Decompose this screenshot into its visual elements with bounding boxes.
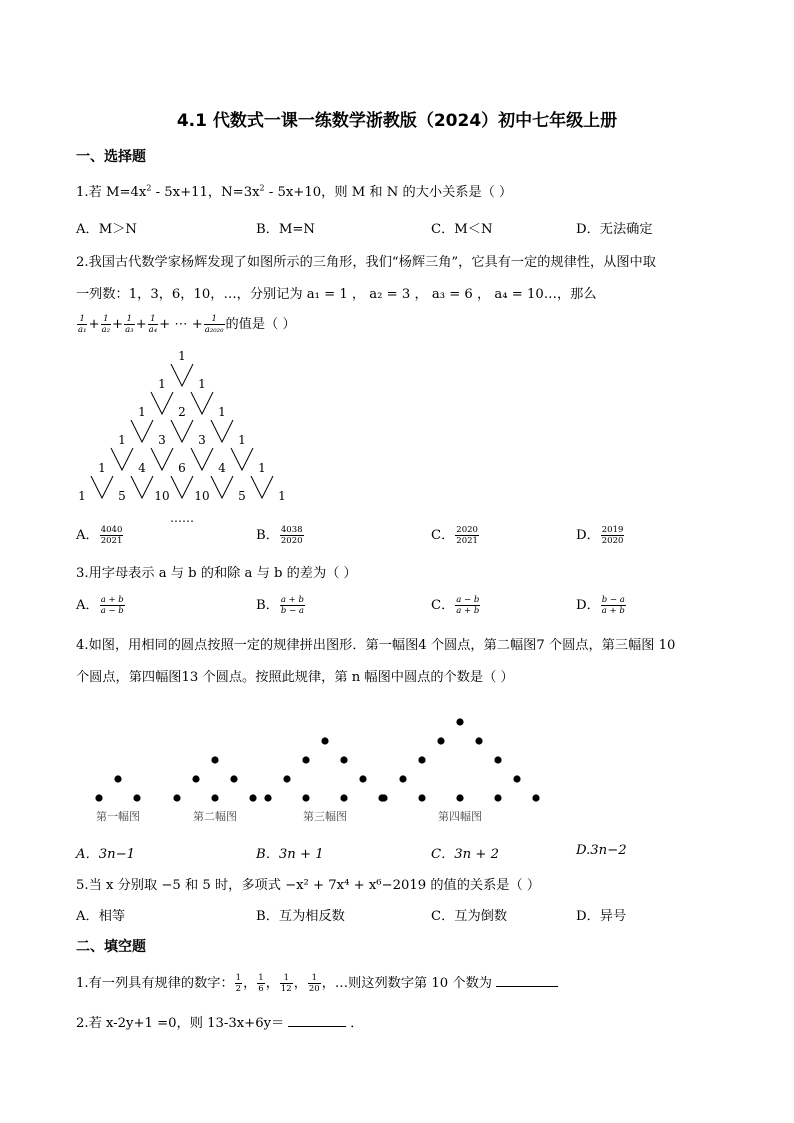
pattern-dot: [399, 775, 406, 782]
section-heading-fill-in: 二、填空题: [76, 939, 146, 955]
triangle-connector: [251, 476, 273, 498]
q1-option-c[interactable]: C．M＜N: [431, 222, 493, 237]
triangle-connector: [171, 420, 193, 442]
triangle-number: 1: [258, 461, 266, 475]
expr-term-4: $\frac{1}{\text{a₄}}$: [148, 314, 158, 335]
f1-prefix: 1.有一列具有规律的数字：: [76, 976, 234, 991]
pattern-dot: [340, 794, 347, 801]
f2-prefix: 2.若 x-2y+1 =0，则 13-3x+6y＝: [76, 1016, 285, 1031]
fill-question-2: [76, 1012, 363, 1031]
triangle-connector: [171, 364, 193, 386]
triangle-connector: [91, 476, 113, 498]
figure-caption: 第四幅图: [438, 810, 482, 823]
expr-term-1: $\frac{1}{\text{a₁}}$: [78, 314, 87, 335]
question-2-options: [76, 524, 726, 546]
answer-blank-2[interactable]: [288, 1014, 346, 1027]
q3-option-c[interactable]: C． $\frac{a - b}{a + b}$: [431, 595, 480, 616]
triangle-number: 10: [194, 489, 210, 503]
question-2-expression: [76, 313, 296, 335]
question-5-options: [76, 905, 726, 927]
question-5-text: 5.当 x 分别取 −5 和 5 时，多项式 −x² + 7x⁴ + x⁶−2019 的值的关系是（ ）: [76, 878, 541, 893]
q1-exponent-1: 2: [146, 183, 152, 193]
expr-term-3: $\frac{1}{\text{a₃}}$: [125, 314, 134, 335]
triangle-connector: [211, 420, 233, 442]
pattern-dot: [283, 775, 290, 782]
question-4-line-2: 个圆点，第四幅图13 个圆点。按照此规律，第 n 幅图中圆点的个数是（ ）: [76, 670, 514, 685]
section-heading-choice: 一、选择题: [76, 149, 146, 165]
triangle-connector: [231, 448, 253, 470]
q1-part-c: - 5x+10，则 M 和 N 的大小关系是（ ）: [264, 185, 513, 200]
f1-frac-1: $\frac{1}{2}$: [235, 973, 242, 994]
triangle-connector: [151, 392, 173, 414]
question-3-options: [76, 594, 726, 616]
q4-option-a[interactable]: A．3n−1: [76, 847, 136, 862]
q2-option-d[interactable]: D． $\frac{2019}{2020}$: [576, 525, 624, 546]
triangle-connector: [191, 392, 213, 414]
pattern-dot: [475, 737, 482, 744]
expr-op: +: [135, 317, 147, 332]
triangle-connector: [111, 448, 133, 470]
expr-op: +: [112, 317, 124, 332]
expr-term-2: $\frac{1}{\text{a₂}}$: [101, 314, 111, 335]
f1-suffix: ，…则这列数字第 10 个数为: [321, 976, 492, 991]
triangle-number: 1: [78, 489, 86, 503]
q1-option-b[interactable]: B．M=N: [256, 222, 315, 237]
expr-op: +: [88, 317, 100, 332]
question-2-line-1: 2.我国古代数学家杨辉发现了如图所示的三角形，我们“杨辉三角”，它具有一定的规律性，从图中取: [76, 255, 656, 270]
question-3-text: 3.用字母表示 a 与 b 的和除 a 与 b 的差为（ ）: [76, 566, 357, 581]
figure-caption: 第一幅图: [96, 810, 140, 823]
pattern-dot: [230, 775, 237, 782]
question-4-line-1: 4.如图，用相同的圆点按照一定的规律拼出图形．第一幅图4 个圆点，第二幅图7 个圆点，第三幅图 10: [76, 638, 676, 653]
q5-option-a[interactable]: A．相等: [76, 909, 126, 924]
q2-option-c[interactable]: C． $\frac{2020}{2021}$: [431, 525, 478, 546]
separator: ，: [293, 976, 307, 991]
triangle-number: 1: [118, 433, 126, 447]
yanghui-triangle-figure: [70, 349, 330, 525]
pattern-dot: [133, 794, 140, 801]
triangle-number: 1: [98, 461, 106, 475]
triangle-number: 4: [218, 461, 226, 475]
triangle-connector: [211, 476, 233, 498]
q2-option-b[interactable]: B． $\frac{4038}{2020}$: [256, 525, 303, 546]
q4-option-d[interactable]: D.3n−2: [576, 843, 627, 858]
triangle-number: 1: [278, 489, 286, 503]
question-1-options: [76, 218, 726, 240]
question-2-line-2: 一列数：1，3，6，10，…，分别记为 a₁ = 1 ， a₂ = 3 ， a₃ = 6 ， a₄ = 10…，那么: [76, 287, 597, 302]
triangle-number: 3: [198, 433, 206, 447]
pattern-dot: [249, 794, 256, 801]
triangle-connector: [151, 448, 173, 470]
figure-caption: 第三幅图: [303, 810, 347, 823]
pattern-dot: [95, 794, 102, 801]
pattern-dot: [114, 775, 121, 782]
q5-option-d[interactable]: D．异号: [576, 909, 627, 924]
triangle-number: 5: [238, 489, 246, 503]
q5-option-b[interactable]: B．互为相反数: [256, 909, 345, 924]
q4-option-b[interactable]: B．3n + 1: [256, 847, 324, 862]
q3-option-d[interactable]: D． $\frac{b - a}{a + b}$: [576, 595, 625, 616]
triangle-number: 1: [198, 377, 206, 391]
pattern-dot: [418, 756, 425, 763]
triangle-number: 3: [158, 433, 166, 447]
q3-option-a[interactable]: A． $\frac{a + b}{a - b}$: [76, 595, 124, 616]
q1-option-a[interactable]: A．M＞N: [76, 222, 137, 237]
triangle-ellipsis: ……: [170, 511, 194, 525]
triangle-number: 4: [138, 461, 146, 475]
pattern-dot: [532, 794, 539, 801]
pattern-dot: [302, 794, 309, 801]
answer-blank-1[interactable]: [496, 974, 558, 987]
pattern-dot: [494, 794, 501, 801]
pattern-dot: [359, 775, 366, 782]
pattern-dot: [173, 794, 180, 801]
pattern-dot: [264, 794, 271, 801]
q4-option-c[interactable]: C．3n + 2: [431, 847, 499, 862]
expr-tail: 的值是（ ）: [225, 317, 296, 332]
pattern-dot: [211, 756, 218, 763]
figure-caption: 第二幅图: [193, 810, 237, 823]
q1-option-d[interactable]: D．无法确定: [576, 222, 653, 237]
triangle-number: 1: [138, 405, 146, 419]
pattern-dot: [302, 756, 309, 763]
pattern-dot: [456, 794, 463, 801]
expr-term-5: $\frac{1}{\text{a₂₀₂₀}}$: [204, 314, 224, 335]
expr-op: + ⋯ +: [159, 317, 203, 332]
pattern-dot: [418, 794, 425, 801]
triangle-number: 1: [158, 377, 166, 391]
triangle-number: 10: [154, 489, 170, 503]
triangle-connector: [131, 476, 153, 498]
triangle-number: 1: [218, 405, 226, 419]
triangle-connector: [131, 420, 153, 442]
pattern-dot: [211, 794, 218, 801]
pattern-dot: [321, 737, 328, 744]
q2-option-a[interactable]: A． $\frac{4040}{2021}$: [76, 525, 123, 546]
dot-pattern-figures: [80, 698, 580, 828]
triangle-number: 2: [178, 405, 186, 419]
pattern-dot: [437, 737, 444, 744]
f2-suffix: ．: [350, 1016, 364, 1031]
page-title: 4.1 代数式一课一练数学浙教版（2024）初中七年级上册: [176, 111, 618, 131]
triangle-number: 1: [178, 349, 186, 363]
f1-frac-4: $\frac{1}{20}$: [308, 973, 320, 994]
triangle-number: 6: [178, 461, 186, 475]
separator: ，: [243, 976, 257, 991]
triangle-connector: [171, 476, 193, 498]
q3-option-b[interactable]: B． $\frac{a + b}{b - a}$: [256, 595, 304, 616]
triangle-number: 5: [118, 489, 126, 503]
q1-part-b: - 5x+11，N=3x: [151, 185, 260, 200]
pattern-dot: [340, 756, 347, 763]
separator: ，: [265, 976, 279, 991]
triangle-number: 1: [238, 433, 246, 447]
triangle-connector: [191, 448, 213, 470]
pattern-dot: [192, 775, 199, 782]
fill-question-1: [76, 972, 562, 994]
pattern-dot: [380, 794, 387, 801]
f1-frac-3: $\frac{1}{12}$: [280, 973, 292, 994]
pattern-dot: [456, 718, 463, 725]
question-4-options: [76, 843, 726, 865]
q5-option-c[interactable]: C．互为倒数: [431, 909, 508, 924]
pattern-dot: [494, 756, 501, 763]
q1-part-a: 1.若 M=4x: [76, 185, 147, 200]
q1-exponent-2: 2: [259, 183, 265, 193]
f1-frac-2: $\frac{1}{6}$: [258, 973, 264, 994]
question-1-text: [76, 181, 512, 200]
pattern-dot: [513, 775, 520, 782]
